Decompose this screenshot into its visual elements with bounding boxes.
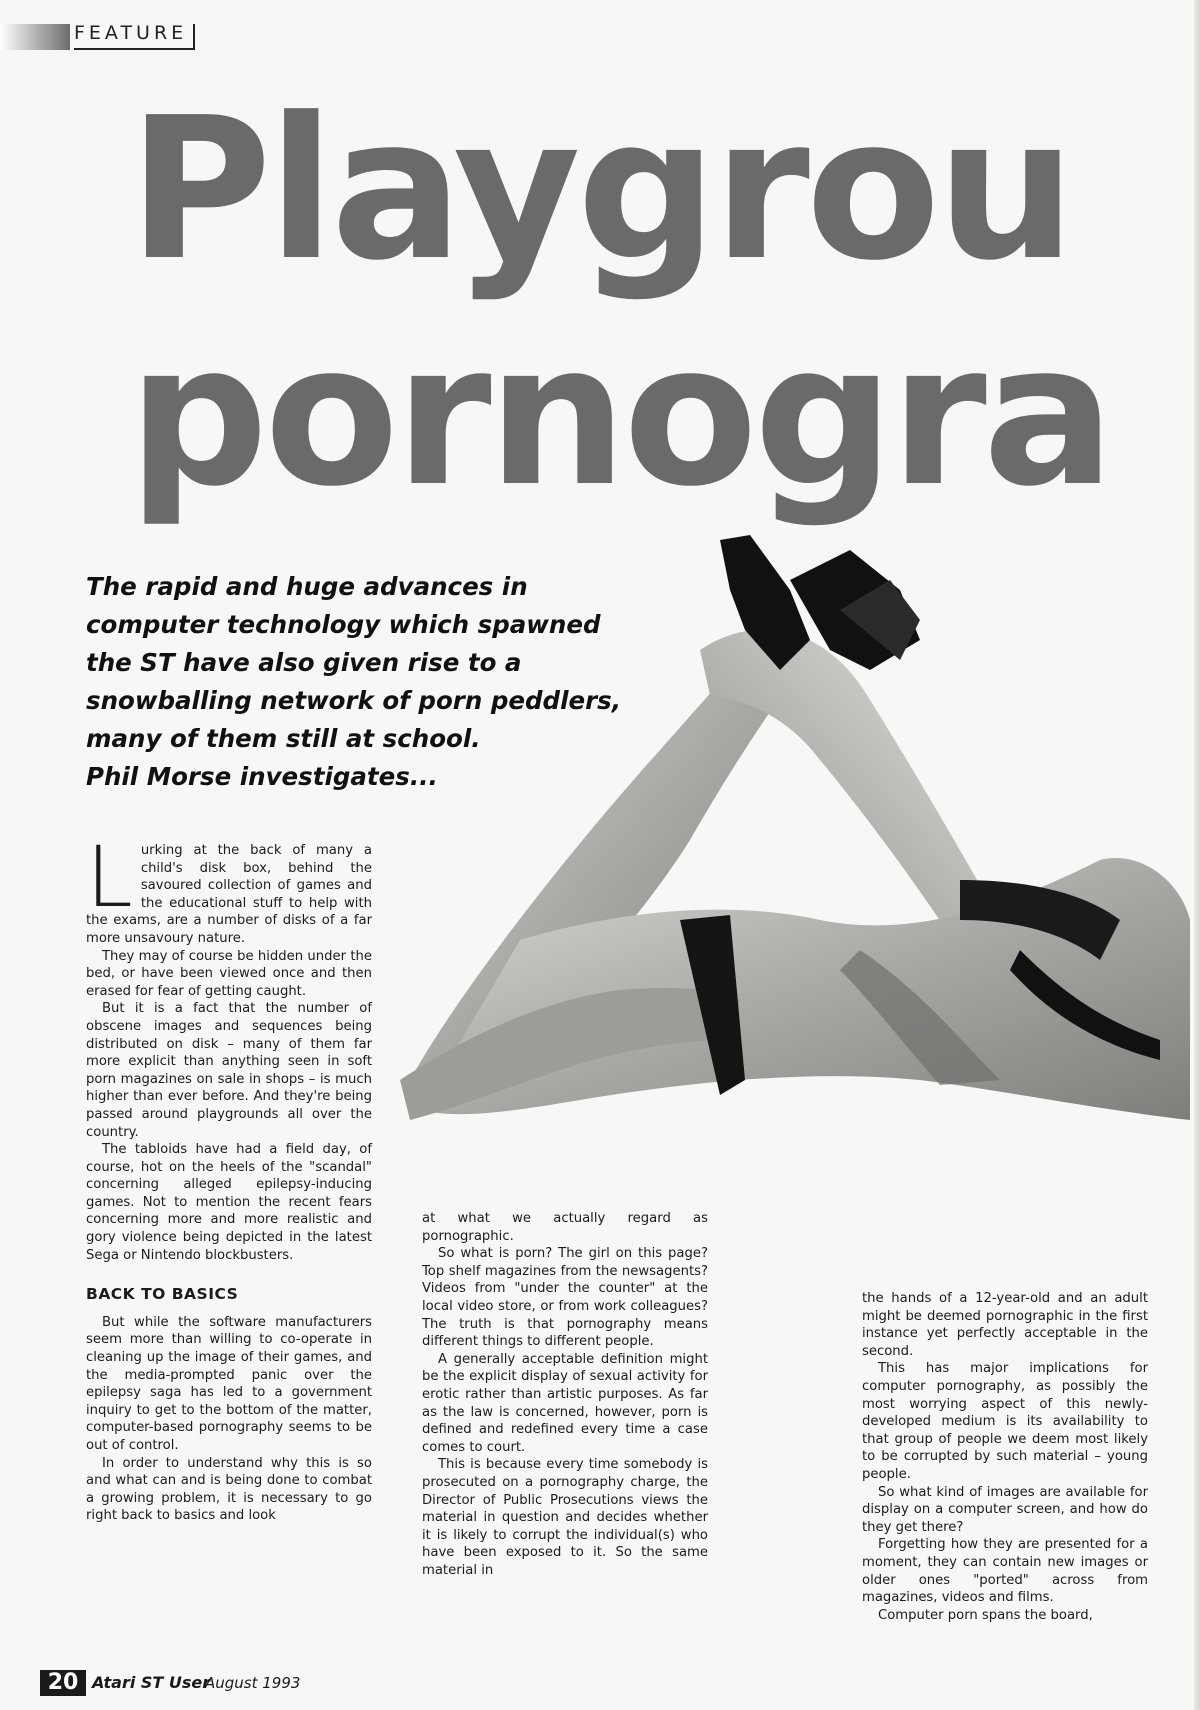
body-paragraph: But it is a fact that the number of obscene images and sequences being distributed on disk – many of them far more explicit than anything seen in soft porn magazines on sale in shops – is much higher than ever before. And they're being passed around playgrounds all over the country. <box>86 1001 372 1140</box>
photo-leg-right <box>700 630 1000 950</box>
page-number: 20 <box>40 1670 86 1696</box>
body-paragraph: Computer porn spans the board, <box>878 1607 1093 1623</box>
standfirst <box>86 568 666 796</box>
body-paragraph: The tabloids have had a field day, of course, hot on the heels of the "scandal" concerning alleged epilepsy-inducing games. Not to mention the recent fears concerning more and more realistic and gory violence being depicted in the latest Sega or Nintendo blockbusters. <box>86 1142 372 1263</box>
body-paragraph: So what kind of images are available for display on a computer screen, and how do they get there? <box>862 1484 1148 1535</box>
body-paragraph: Forgetting how they are presented for a moment, they can contain new images or older ones "ported" across from magazines, videos and films. <box>862 1537 1148 1606</box>
magazine-name: Atari ST User <box>92 1673 211 1692</box>
body-column-2 <box>422 1210 708 1579</box>
body-paragraph: But while the software manufacturers seem more than willing to co-operate in cleaning up the image of their games, and the media-prompted panic over the epilepsy saga has led to a government inquiry to get to the bottom of the matter, computer-based pornography seems to be out of control. <box>86 1314 372 1453</box>
drop-cap: L <box>86 828 133 926</box>
standfirst-byline: Phil Morse investigates... <box>86 762 438 791</box>
subheading: BACK TO BASICS <box>86 1285 239 1304</box>
section-tag: FEATURE <box>74 22 188 44</box>
section-tag-tick <box>193 24 195 50</box>
body-paragraph: This has major implications for computer pornography, as possibly the most worrying aspect of this newly-developed medium is its availability to that group of people we deem most likely to be corrupted by such material – young people. <box>862 1361 1148 1482</box>
body-paragraph: at what we actually regard as pornographic. <box>422 1211 708 1244</box>
headline-line-1: Playgrou <box>128 76 1072 304</box>
standfirst-line: the ST have also given rise to a <box>86 648 522 677</box>
headline-line-2: pornogra <box>128 302 1112 530</box>
body-paragraph: They may of course be hidden under the bed, or have been viewed once and then erased for fear of getting caught. <box>86 948 372 999</box>
feature-gradient-bar <box>0 24 70 50</box>
body-paragraph: This is because every time somebody is prosecuted on a pornography charge, the Director of Public Prosecutions views the material in question and decides whether it is likely to corrupt the individual(s) who have been exposed to it. So the same material in <box>422 1457 708 1578</box>
body-column-1 <box>86 828 372 1525</box>
standfirst-line: computer technology which spawned <box>86 610 601 639</box>
body-paragraph: Lurking at the back of many a child's disk box, behind the savoured collection of games and the educational stuff to help with the exams, are a number of disks of a far more unsavoury nature. <box>86 828 372 946</box>
page-edge-shadow <box>1194 0 1200 1710</box>
body-paragraph: the hands of a 12-year-old and an adult might be deemed pornographic in the first instance yet perfectly acceptable in the second. <box>862 1291 1148 1359</box>
issue-date: August 1993 <box>205 1674 301 1692</box>
body-paragraph: A generally acceptable definition might be the explicit display of sexual activity for erotic rather than artistic purposes. As far as the law is concerned, however, porn is defined and redefined every time a case comes to court. <box>422 1351 708 1455</box>
standfirst-line: The rapid and huge advances in <box>86 572 528 601</box>
body-column-3 <box>862 1290 1148 1624</box>
section-tag-underline <box>74 48 194 50</box>
body-paragraph: So what is porn? The girl on this page? Top shelf magazines from the newsagents? Videos from "under the counter" at the local video store, or from work colleagues? The truth is that pornography means different things to different people. <box>422 1246 708 1350</box>
body-paragraph: In order to understand why this is so and what can and is being done to combat a growing problem, it is necessary to go right back to basics and look <box>86 1455 372 1524</box>
standfirst-line: many of them still at school. <box>86 724 481 753</box>
standfirst-line: snowballing network of porn peddlers, <box>86 686 622 715</box>
